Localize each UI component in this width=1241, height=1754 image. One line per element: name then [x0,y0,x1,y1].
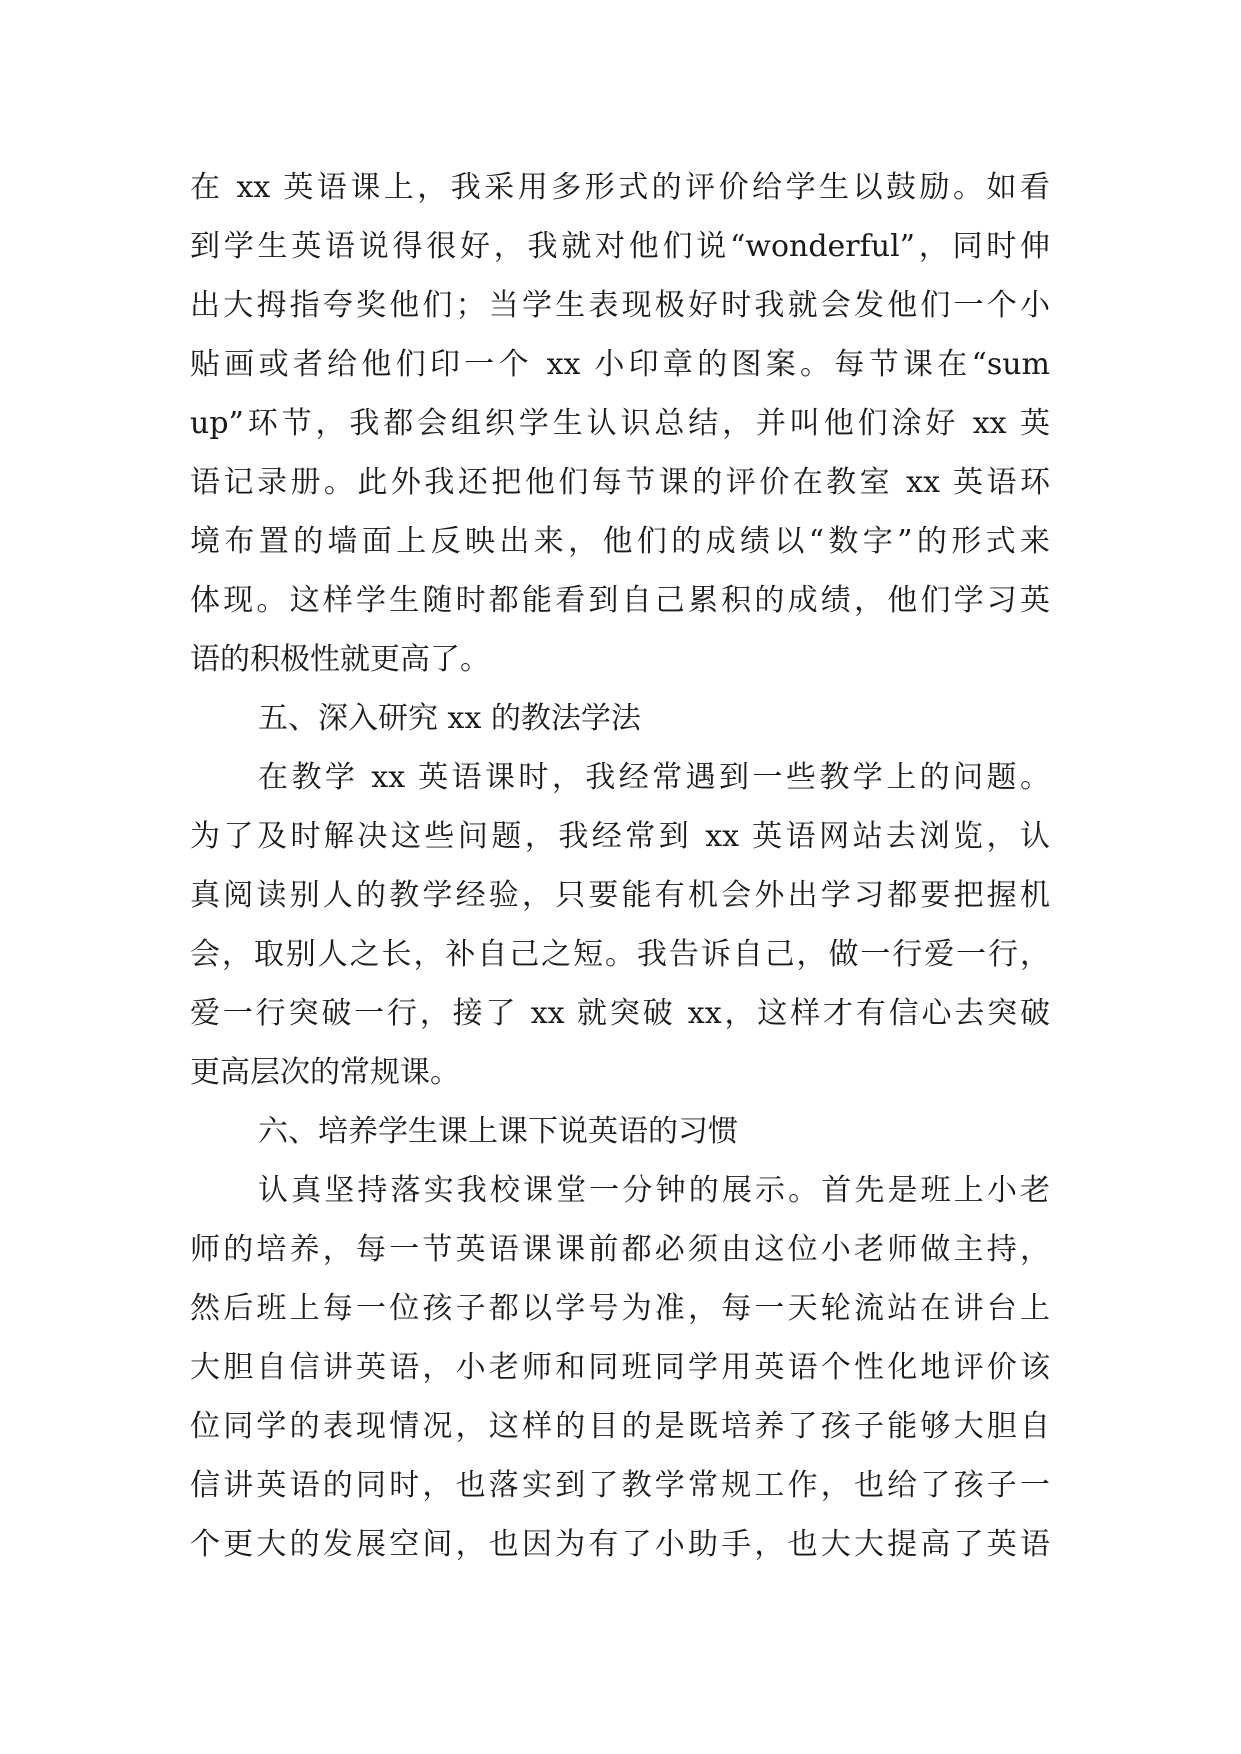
text-line: 为了及时解决这些问题，我经常到 xx 英语网站去浏览，认 [190,819,1050,854]
text-line: 然后班上每一位孩子都以学号为准，每一天轮流站在讲台上 [190,1291,1050,1326]
text-line: 认真坚持落实我校课堂一分钟的展示。首先是班上小老 [258,1173,1050,1208]
text-line: 会，取别人之长，补自己之短。我告诉自己，做一行爱一行， [190,937,1050,972]
text-line: 在 xx 英语课上，我采用多形式的评价给学生以鼓励。如看 [190,170,1050,205]
text-line: 出大拇指夸奖他们；当学生表现极好时我就会发他们一个小 [190,288,1050,323]
text-line: 师的培养，每一节英语课课前都必须由这位小老师做主持， [190,1232,1050,1267]
document-body [190,158,1050,1574]
text-line: 信讲英语的同时，也落实到了教学常规工作，也给了孩子一 [190,1468,1050,1503]
text-line: 语记录册。此外我还把他们每节课的评价在教室 xx 英语环 [190,465,1050,500]
text-line: 语的积极性就更高了。 [190,642,490,677]
text-line: 爱一行突破一行，接了 xx 就突破 xx，这样才有信心去突破 [190,996,1050,1031]
text-line: 贴画或者给他们印一个 xx 小印章的图案。每节课在“sum [190,347,1050,382]
text-line: 真阅读别人的教学经验，只要能有机会外出学习都要把握机 [190,878,1050,913]
text-line: up”环节，我都会组织学生认识总结，并叫他们涂好 xx 英 [190,406,1050,441]
text-line: 更高层次的常规课。 [190,1055,460,1090]
text-line: 到学生英语说得很好，我就对他们说“wonderful”，同时伸 [190,229,1050,264]
text-line: 大胆自信讲英语，小老师和同班同学用英语个性化地评价该 [190,1350,1050,1385]
text-line: 个更大的发展空间，也因为有了小助手，也大大提高了英语 [190,1527,1050,1562]
text-line: 境布置的墙面上反映出来，他们的成绩以“数字”的形式来 [190,524,1050,559]
text-line: 在教学 xx 英语课时，我经常遇到一些教学上的问题。 [258,760,1050,795]
section-heading: 六、培养学生课上课下说英语的习惯 [258,1114,738,1149]
section-heading: 五、深入研究 xx 的教法学法 [258,701,641,736]
text-line: 位同学的表现情况，这样的目的是既培养了孩子能够大胆自 [190,1409,1050,1444]
text-line: 体现。这样学生随时都能看到自己累积的成绩，他们学习英 [190,583,1050,618]
